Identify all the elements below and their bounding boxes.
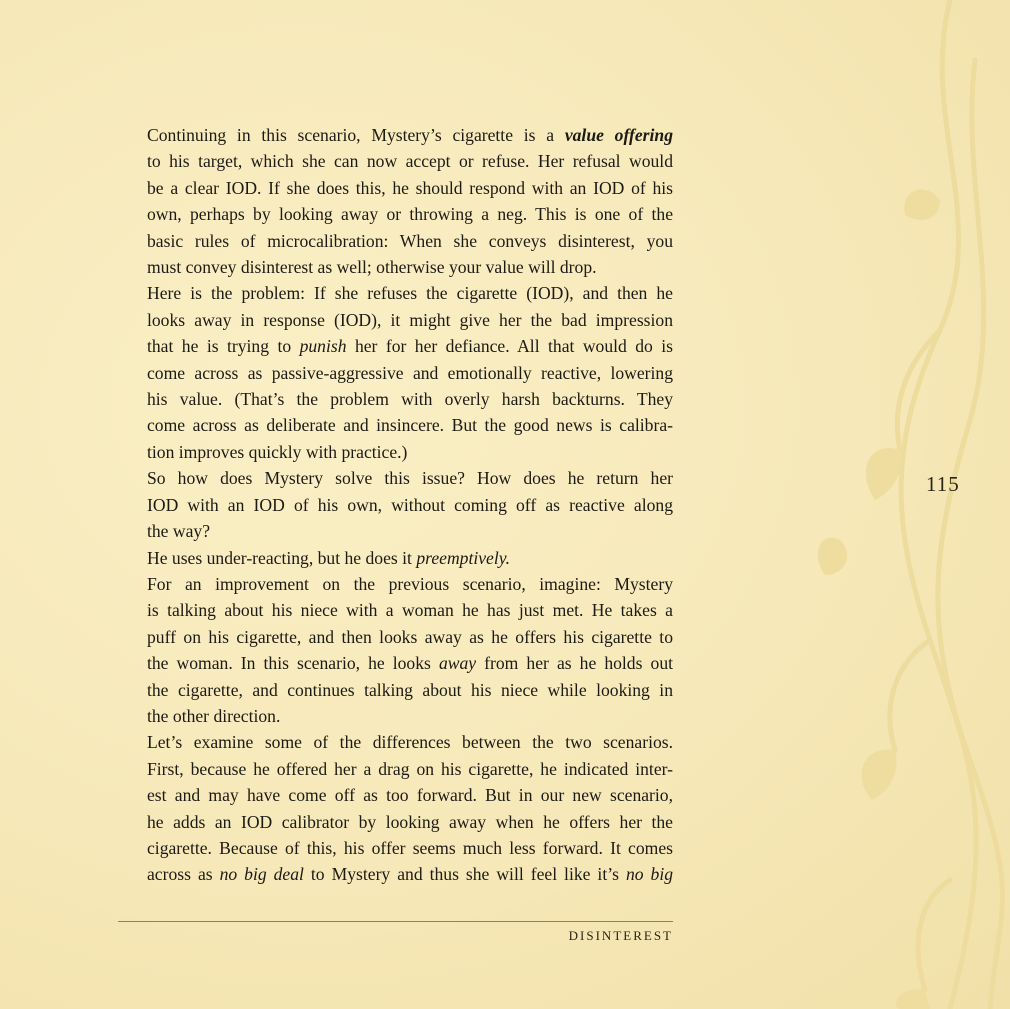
text-run: come across as passive-aggressive and emotionally reactive, lowering	[147, 362, 673, 383]
text-run: come across as deliberate and insincere. But the good news is calibra-	[147, 415, 673, 436]
text-run: basic rules of microcalibration: When she conveys disinterest, you	[147, 230, 673, 251]
text-line	[118, 782, 673, 808]
text-run: looks away in response (IOD), it might give her the bad impression	[147, 309, 673, 330]
text-line	[118, 122, 673, 148]
text-run: own, perhaps by looking away or throwing a neg. This is one of the	[147, 204, 673, 225]
paragraph	[118, 545, 673, 571]
text-line	[118, 175, 673, 201]
text-line	[118, 756, 673, 782]
text-run: Here is the problem: If she refuses the cigarette (IOD), and then he	[147, 283, 673, 304]
text-run: Let’s examine some of the differences between the two scenarios.	[147, 732, 673, 753]
text-line	[118, 809, 673, 835]
text-line	[118, 518, 673, 544]
text-line	[118, 835, 673, 861]
text-line	[118, 386, 673, 412]
paragraph	[118, 729, 673, 887]
text-line	[118, 545, 673, 571]
text-run: the way?	[147, 521, 211, 542]
text-run: be a clear IOD. If she does this, he should respond with an IOD of his	[147, 177, 673, 198]
running-footer: DISINTEREST	[568, 928, 673, 943]
text-run: tion improves quickly with practice.)	[147, 441, 408, 462]
text-run: For an improvement on the previous scenario, imagine: Mystery	[147, 573, 673, 594]
text-run: First, because he offered her a drag on his cigarette, he indicated inter-	[147, 758, 673, 779]
text-line	[118, 650, 673, 676]
text-run: his value. (That’s the problem with overly harsh backturns. They	[147, 389, 673, 410]
text-line	[118, 861, 673, 887]
text-line	[118, 360, 673, 386]
text-run: Continuing in this scenario, Mystery’s cigarette is a	[147, 125, 565, 145]
text-run: from her as he holds out	[476, 653, 673, 674]
text-line	[118, 228, 673, 254]
emphasized-text: no big	[625, 864, 673, 885]
paragraph	[118, 280, 673, 465]
text-line	[118, 492, 673, 518]
text-line	[118, 333, 673, 359]
text-run: the cigarette, and continues talking about his niece while looking in	[147, 679, 673, 700]
page-number: 115	[926, 472, 960, 496]
text-run: across as	[147, 864, 220, 885]
text-run: is talking about his niece with a woman he has just met. He takes a	[147, 600, 673, 621]
text-line	[118, 465, 673, 491]
text-line	[118, 624, 673, 650]
text-line	[118, 729, 673, 755]
emphasized-text: away	[438, 653, 477, 674]
paragraph	[118, 571, 673, 729]
emphasized-text: no big deal	[219, 864, 304, 885]
text-run: to Mystery and thus she will feel like it’s	[303, 864, 626, 885]
text-run: the woman. In this scenario, he looks	[147, 653, 439, 674]
emphasized-text: value offering	[564, 125, 673, 145]
text-line	[118, 597, 673, 623]
text-line	[118, 201, 673, 227]
text-run: cigarette. Because of this, his offer seems much less forward. It comes	[147, 837, 673, 858]
text-run: must convey disinterest as well; otherwise your value will drop.	[147, 257, 597, 278]
vine-ornament-icon	[800, 0, 1010, 1009]
text-line	[118, 280, 673, 306]
text-run: that he is trying to	[147, 336, 300, 357]
text-run: He uses under-reacting, but he does it	[147, 547, 417, 568]
text-line	[118, 703, 673, 729]
text-run: est and may have come off as too forward. But in our new scenario,	[147, 785, 673, 806]
text-run: IOD with an IOD of his own, without coming off as reactive along	[147, 494, 673, 515]
text-run: he adds an IOD calibrator by looking away when he offers her the	[147, 811, 673, 832]
text-line	[118, 254, 673, 280]
paragraph	[118, 122, 673, 280]
text-run: the other direction.	[147, 705, 281, 726]
emphasized-text: preemptively.	[416, 547, 510, 568]
body-text	[118, 122, 673, 888]
text-run: her for her defiance. All that would do is	[346, 336, 673, 357]
text-line	[118, 148, 673, 174]
text-run: puff on his cigarette, and then looks away as he offers his cigarette to	[147, 626, 673, 647]
text-run: So how does Mystery solve this issue? How does he return her	[147, 468, 673, 489]
text-line	[118, 439, 673, 465]
text-line	[118, 307, 673, 333]
emphasized-text: punish	[299, 336, 347, 357]
text-run: to his target, which she can now accept or refuse. Her refusal would	[147, 151, 673, 172]
text-line	[118, 412, 673, 438]
paragraph	[118, 465, 673, 544]
text-line	[118, 677, 673, 703]
text-line	[118, 571, 673, 597]
footer-divider	[118, 921, 673, 922]
